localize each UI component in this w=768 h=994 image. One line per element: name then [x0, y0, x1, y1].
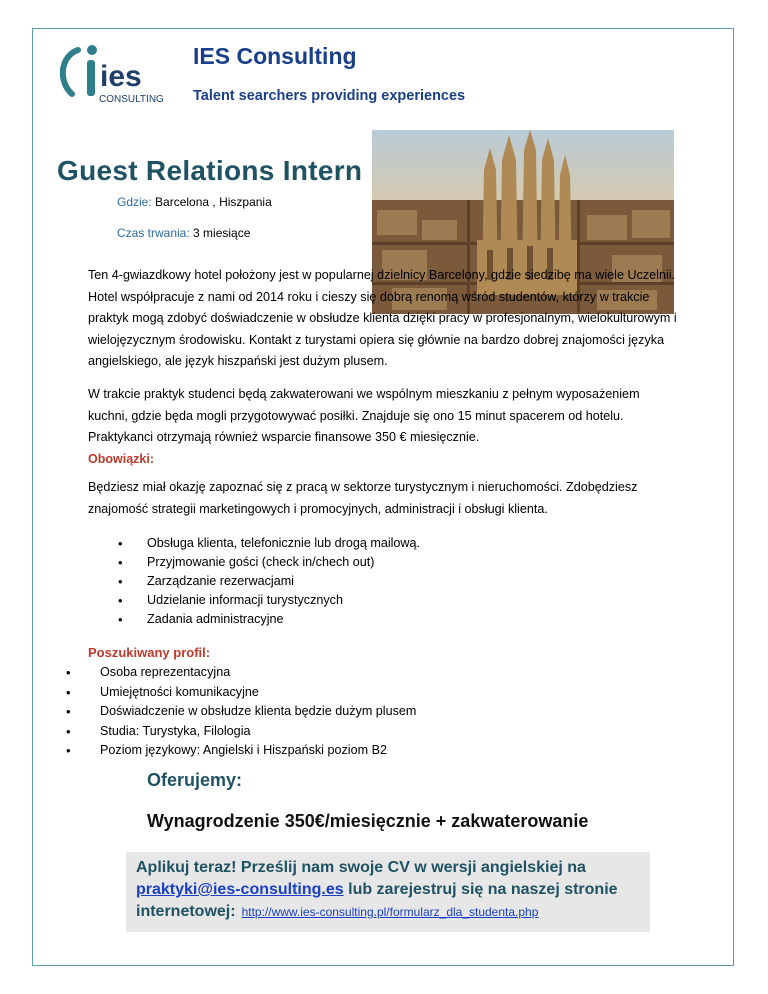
company-tagline: Talent searchers providing experiences — [193, 88, 466, 104]
logo-subtext: CONSULTING — [99, 94, 164, 104]
salary-text: Wynagrodzenie 350€/miesięcznie + zakwaterowanie — [147, 811, 589, 831]
list-item: • Obsługa klienta, telefonicznie lub drogą mailową. — [118, 534, 420, 553]
apply-line-2-text: lub zarejestruj się na naszej stronie — [343, 881, 618, 898]
list-item: • Doświadczenie w obsłudze klienta będzie dużym plusem — [66, 702, 416, 722]
apply-line-1: Aplikuj teraz! Prześlij nam swoje CV w wersji angielskiej na — [136, 859, 586, 876]
list-item: • Przyjmowanie gości (check in/chech out) — [118, 553, 420, 572]
job-title: Guest Relations Intern — [57, 155, 363, 186]
list-item: • Zarządzanie rezerwacjami — [118, 572, 420, 591]
duration-value: 3 miesiące — [193, 226, 251, 240]
ies-logo — [58, 42, 173, 104]
profile-list — [66, 663, 416, 761]
registration-url-link[interactable]: http://www.ies-consulting.pl/formularz_dla_studenta.php — [241, 905, 539, 919]
duties-heading: Obowiązki: — [88, 452, 154, 466]
list-item: • Umiejętności komunikacyjne — [66, 683, 416, 703]
accommodation-paragraph: W trakcie praktyk studenci będą zakwaterowani we wspólnym mieszkaniu z pełnym wyposażeniem kuchni, gdzie będa mogli przygotowywać posiłki. Znajduje się ono 15 minut spacerem od hotelu. Praktykanci otrzymają również wsparcie finansowe 350 € miesięcznie. — [88, 387, 640, 444]
logo-text: ies — [100, 60, 142, 93]
intro-paragraph: Ten 4-gwiazdkowy hotel położony jest w popularnej dzielnicy Barcelony, gdzie siedzibę ma wiele Uczelnii. Hotel współpracuje z nami od 2014 roku i cieszy się dobrą renomą wśród studentów, którzy w trakcie praktyk mogą zdobyć doświadczenie w obsłudze klienta dzięki pracy w profesjonalnym, wielokulturowym i wielojęzycznym środowisku. Kontakt z turystami opiera się głównie na bardzo dobrej znajomości języka angielskiego, ale język hiszpański jest dużym plusem. — [88, 268, 677, 368]
list-item: • Poziom językowy: Angielski i Hiszpański poziom B2 — [66, 741, 416, 761]
profile-heading: Poszukiwany profil: — [88, 645, 211, 660]
duties-list — [118, 534, 420, 629]
apply-box — [126, 852, 650, 932]
list-item: • Zadania administracyjne — [118, 610, 420, 629]
location-label: Gdzie: — [117, 195, 152, 209]
offer-heading: Oferujemy: — [147, 770, 243, 790]
apply-line-3-text: internetowej: — [136, 903, 236, 920]
duration-label: Czas trwania: — [117, 226, 190, 240]
duration-line — [117, 226, 250, 240]
apply-line-3 — [136, 901, 640, 923]
location-value: Barcelona , Hiszpania — [155, 195, 272, 209]
apply-line-2 — [136, 879, 640, 901]
location-line — [117, 195, 272, 209]
list-item: • Studia: Turystyka, Filologia — [66, 722, 416, 742]
company-name: IES Consulting — [193, 43, 357, 69]
email-link[interactable]: praktyki@ies-consulting.es — [136, 881, 344, 898]
list-item: • Osoba reprezentacyjna — [66, 663, 416, 683]
list-item: • Udzielanie informacji turystycznych — [118, 591, 420, 610]
duties-intro: Będziesz miał okazję zapoznać się z pracą w sektorze turystycznym i nieruchomości. Zdobędziesz znajomość strategii marketingowych i promocyjnych, administracji i obsługi klienta. — [88, 480, 638, 516]
